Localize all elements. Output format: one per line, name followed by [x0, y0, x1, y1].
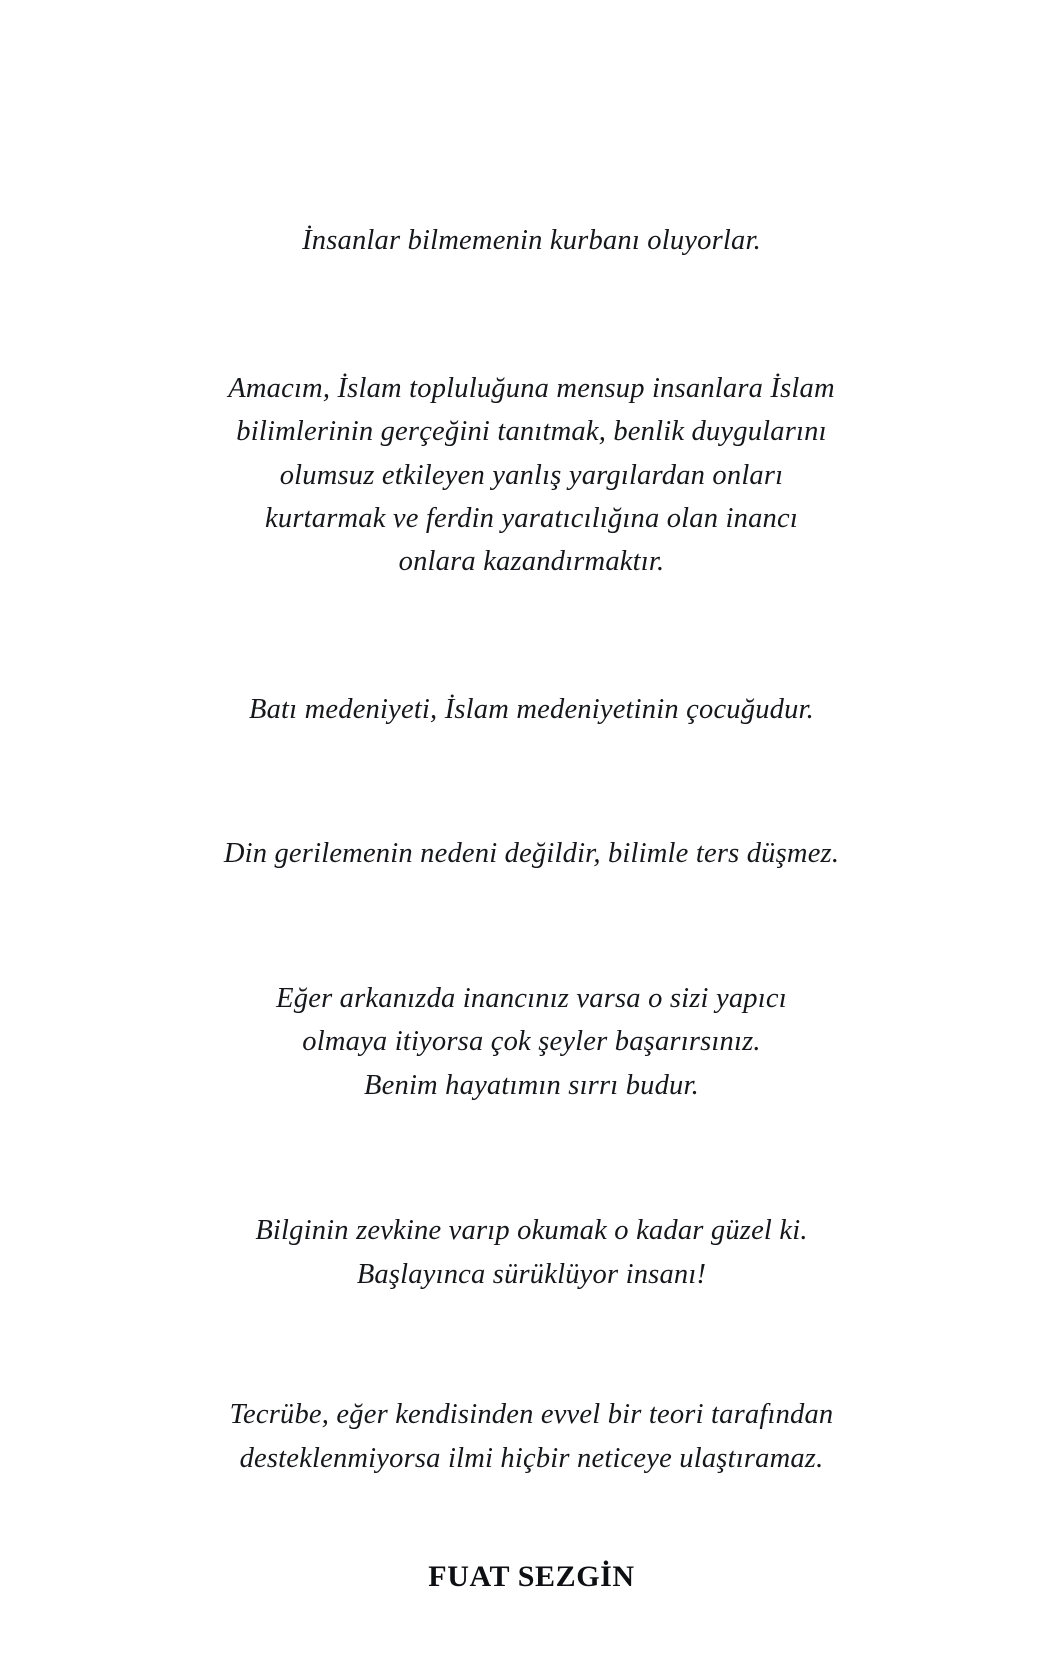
quote-line: Din gerilemenin nedeni değildir, bilimle ters düşmez. [223, 837, 840, 869]
quote-block-1 [150, 219, 913, 262]
quote-block-2 [150, 367, 913, 584]
quote-line: Batı medeniyeti, İslam medeniyetinin çocuğudur. [249, 693, 814, 725]
quote-line: onlara kazandırmaktır. [398, 546, 665, 578]
author-name: FUAT SEZGİN [428, 1560, 635, 1593]
quote-line: olmaya itiyorsa çok şeyler başarırsınız. [302, 1026, 761, 1058]
quote-line: desteklenmiyorsa ilmi hiçbir neticeye ulaştıramaz. [239, 1442, 824, 1474]
quote-block-4 [150, 832, 913, 875]
quote-line: olumsuz etkileyen yanlış yargılardan onları [279, 459, 784, 491]
quote-block-7 [150, 1393, 913, 1480]
quote-line: İnsanlar bilmemenin kurbanı oluyorlar. [302, 224, 761, 256]
quote-line: Başlayınca sürüklüyor insanı! [356, 1258, 707, 1290]
quote-line: bilimlerinin gerçeğini tanıtmak, benlik duygularını [236, 416, 827, 448]
quote-block-6 [150, 1209, 913, 1296]
quote-line: Benim hayatımın sırrı budur. [364, 1069, 699, 1101]
quote-block-5 [150, 977, 913, 1107]
quote-line: Bilginin zevkine varıp okumak o kadar güzel ki. [255, 1215, 808, 1247]
quote-line: Tecrübe, eğer kendisinden evvel bir teori tarafından [229, 1399, 834, 1431]
quote-line: kurtarmak ve ferdin yaratıcılığına olan inancı [265, 503, 798, 535]
quote-block-3 [150, 688, 913, 731]
quote-line: Eğer arkanızda inancınız varsa o sizi yapıcı [276, 983, 787, 1015]
quote-line: Amacım, İslam topluluğuna mensup insanlara İslam [228, 373, 835, 405]
